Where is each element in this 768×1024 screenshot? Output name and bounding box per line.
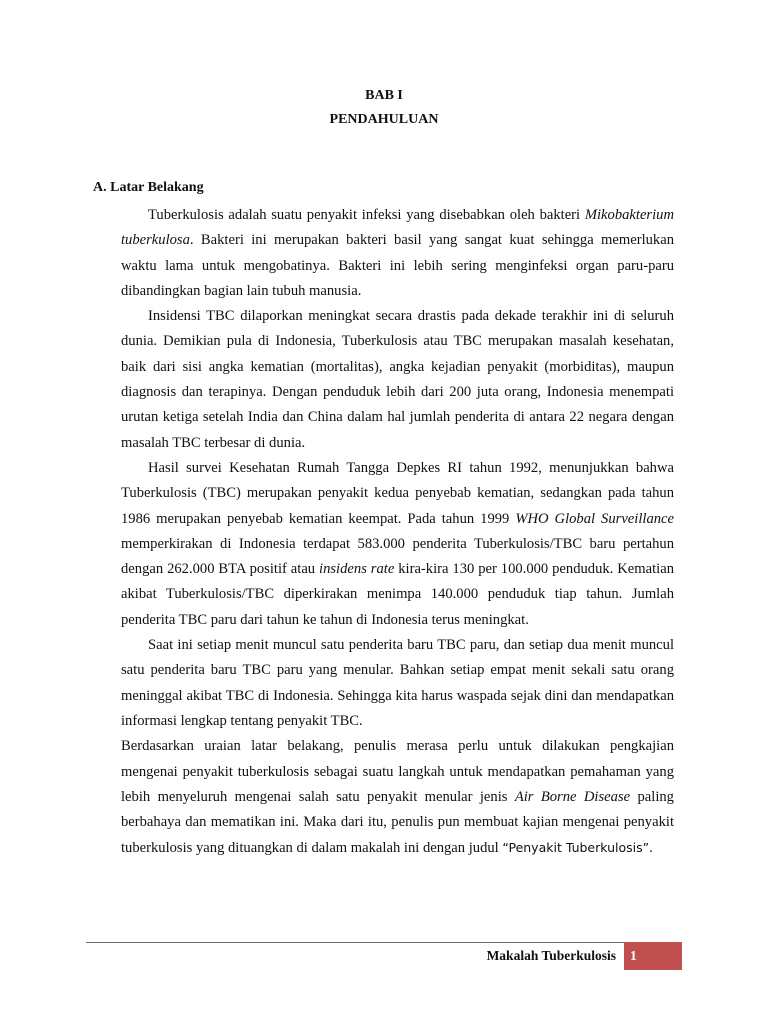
paragraph-4: Saat ini setiap menit muncul satu penderita baru TBC paru, dan setiap dua menit muncul satu penderita baru TBC paru yang menular. Bahkan setiap empat menit sekali satu orang meninggal akibat TBC di Indonesia. Sehingga kita harus waspada sejak dini dan mendapatkan informasi lengkap tentang penyakit TBC.	[121, 637, 674, 729]
page-number-badge: 1	[624, 942, 682, 970]
paragraph-2: Insidensi TBC dilaporkan meningkat secara drastis pada dekade terakhir ini di seluruh dunia. Demikian pula di Indonesia, Tuberkulosis atau TBC merupakan masalah kesehatan, baik dari sisi angka kematian (mortalitas), angka kejadian penyakit (morbiditas), maupun diagnosis dan terapinya. Dengan penduduk lebih dari 200 juta orang, Indonesia menempati urutan ketiga setelah India dan China dalam hal jumlah penderita di antara 22 negara dengan masalah TBC terbesar di dunia.	[121, 308, 674, 451]
paragraph-1: Tuberkulosis adalah suatu penyakit infeksi yang disebabkan oleh bakteri Mikobakterium tuberkulosa. Bakteri ini merupakan bakteri basil yang sangat kuat sehingga memerlukan waktu lama untuk mengobatinya. Bakteri ini lebih sering menginfeksi organ paru-paru dibandingkan bagian lain tubuh manusia.	[121, 207, 674, 299]
section-heading: A. Latar Belakang	[93, 180, 204, 195]
chapter-title: PENDAHULUAN	[329, 112, 439, 127]
paragraph-5: Berdasarkan uraian latar belakang, penulis merasa perlu untuk dilakukan pengkajian mengenai penyakit tuberkulosis sebagai suatu langkah untuk mendapatkan pemahaman yang lebih menyeluruh mengenai salah satu penyakit menular jenis Air Borne Disease paling berbahaya dan mematikan ini. Maka dari itu, penulis pun membuat kajian mengenai penyakit tuberkulosis yang dituangkan di dalam makalah ini dengan judul “Penyakit Tuberkulosis”.	[121, 738, 674, 857]
body-text	[121, 203, 674, 862]
footer-divider	[86, 942, 624, 943]
chapter-number: BAB I	[365, 88, 403, 103]
footer-document-title: Makalah Tuberkulosis	[486, 948, 616, 963]
paragraph-3: Hasil survei Kesehatan Rumah Tangga Depkes RI tahun 1992, menunjukkan bahwa Tuberkulosis (TBC) merupakan penyakit kedua penyebab kematian, sedangkan pada tahun 1986 merupakan penyebab kematian keempat. Pada tahun 1999 WHO Global Surveillance memperkirakan di Indonesia terdapat 583.000 penderita Tuberkulosis/TBC baru pertahun dengan 262.000 BTA positif atau insidens rate kira-kira 130 per 100.000 penduduk. Kematian akibat Tuberkulosis/TBC diperkirakan menimpa 140.000 penduduk tiap tahun. Jumlah penderita TBC paru dari tahun ke tahun di Indonesia terus meningkat.	[121, 459, 675, 628]
